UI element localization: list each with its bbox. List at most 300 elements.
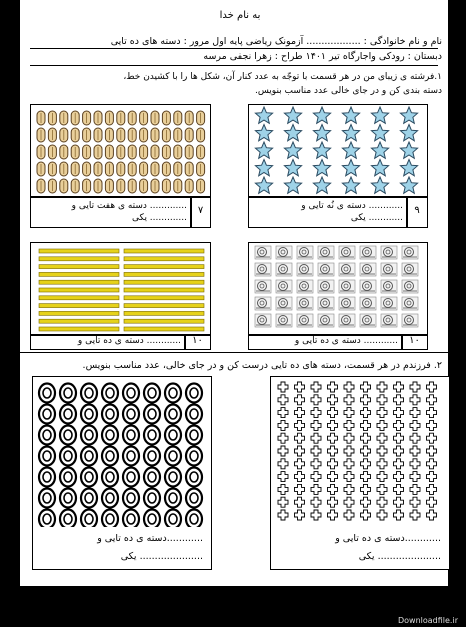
coin-icon [197, 162, 205, 176]
cross-icon [278, 395, 288, 405]
coin-icon [185, 111, 193, 125]
cross-icon [344, 433, 354, 443]
cross-icon [410, 446, 420, 456]
cross-icon [311, 510, 321, 520]
coin-icon [71, 111, 79, 125]
star-icon [255, 125, 272, 141]
ring-icon [81, 510, 97, 528]
cross-icon [311, 484, 321, 494]
rings-grid [33, 377, 211, 527]
snail-icon [360, 263, 376, 276]
cross-icon [328, 433, 338, 443]
cross-icon [410, 408, 420, 418]
ring-icon [102, 489, 118, 508]
snail-icon [360, 314, 376, 327]
coin-icon [151, 111, 159, 125]
coin-icon [151, 162, 159, 176]
coin-icon [105, 179, 113, 193]
ring-icon [123, 468, 139, 487]
crosses-answer-line-2[interactable]: ..................... یکی [358, 551, 441, 562]
ring-icon [123, 384, 139, 403]
star-icon [313, 142, 330, 158]
cross-icon [278, 408, 288, 418]
star-icon [255, 142, 272, 158]
bar-icon [39, 304, 119, 308]
cross-icon [394, 446, 404, 456]
cross-icon [328, 395, 338, 405]
coin-icon [128, 111, 136, 125]
snail-icon [381, 263, 397, 276]
cross-icon [278, 472, 288, 482]
cross-icon [394, 459, 404, 469]
bar-icon [124, 304, 204, 308]
coin-icon [174, 179, 182, 193]
snail-icon [276, 280, 292, 293]
snail-icon [360, 246, 376, 259]
coin-icon [105, 111, 113, 125]
coins-panel [30, 104, 211, 198]
crosses-answer-line-1[interactable]: ............دسته ی ده تایی و [335, 533, 441, 544]
coin-icon [60, 179, 68, 193]
ring-icon [186, 405, 202, 424]
cross-icon [361, 433, 371, 443]
cross-icon [311, 408, 321, 418]
coin-icon [162, 128, 170, 142]
ring-icon [102, 510, 118, 528]
snail-icon [318, 314, 334, 327]
ring-icon [81, 447, 97, 466]
coin-icon [105, 128, 113, 142]
coins-grid [31, 105, 210, 197]
coin-icon [71, 128, 79, 142]
snail-icon [255, 297, 271, 310]
cross-icon [410, 420, 420, 430]
snail-icon [381, 280, 397, 293]
snail-icon [339, 314, 355, 327]
snail-icon [255, 280, 271, 293]
cross-icon [278, 420, 288, 430]
cross-icon [427, 446, 437, 456]
snails-answer-box [248, 334, 403, 350]
ring-icon [81, 489, 97, 508]
cross-icon [361, 472, 371, 482]
ring-icon [144, 405, 160, 424]
coins-number-box [190, 196, 211, 228]
coin-icon [94, 179, 102, 193]
coin-icon [128, 162, 136, 176]
cross-icon [295, 472, 305, 482]
cross-icon [361, 408, 371, 418]
ring-icon [186, 510, 202, 528]
ring-icon [39, 489, 55, 508]
snails-answer-line-1[interactable]: ............ دسته ی ده تایی و [294, 336, 398, 346]
cross-icon [377, 408, 387, 418]
star-icon [371, 177, 388, 193]
cross-icon [311, 459, 321, 469]
star-icon [371, 125, 388, 141]
star-icon [400, 107, 417, 123]
bar-icon [124, 327, 204, 331]
ring-icon [165, 426, 181, 445]
stars-answer-box [248, 196, 408, 228]
cross-icon [328, 420, 338, 430]
coin-icon [174, 111, 182, 125]
coins-group-number: ۷ [197, 205, 204, 216]
snail-icon [297, 263, 313, 276]
q2-instruction: ۲. فرزندم در هر قسمت، دسته های ده تایی درست کن و در جای خالی، عدد مناسب بنویس. [82, 360, 442, 371]
snail-icon [318, 280, 334, 293]
cross-icon [410, 484, 420, 494]
snail-icon [318, 263, 334, 276]
ring-icon [123, 426, 139, 445]
coin-icon [37, 111, 45, 125]
ring-icon [102, 426, 118, 445]
ring-icon [39, 447, 55, 466]
star-icon [284, 142, 301, 158]
snail-icon [402, 314, 418, 327]
cross-icon [311, 446, 321, 456]
ring-icon [39, 426, 55, 445]
cross-icon [278, 433, 288, 443]
star-icon [400, 125, 417, 141]
ring-icon [165, 384, 181, 403]
q1-instruction-1: ۱.فرشته ی زیبای من در هر قسمت با توجّه به عدد کنار آن، شکل ها را با کشیدن خط، [123, 72, 442, 82]
coin-icon [94, 145, 102, 159]
cross-icon [394, 408, 404, 418]
bars-answer-box [30, 334, 186, 350]
cross-icon [427, 433, 437, 443]
ring-icon [123, 405, 139, 424]
coin-icon [128, 145, 136, 159]
coins-answer-line-1[interactable]: ............. دسته ی هفت تایی و [71, 201, 187, 211]
coin-icon [83, 111, 91, 125]
cross-icon [295, 446, 305, 456]
ring-icon [144, 447, 160, 466]
cross-icon [427, 497, 437, 507]
rings-answer-line-1[interactable]: ............دسته ی ده تایی و [97, 533, 203, 544]
snail-icon [276, 263, 292, 276]
cross-icon [278, 484, 288, 494]
coin-icon [185, 128, 193, 142]
ring-icon [165, 468, 181, 487]
cross-icon [410, 497, 420, 507]
ring-icon [39, 384, 55, 403]
coin-icon [37, 162, 45, 176]
rings-answer-line-2[interactable]: ..................... یکی [120, 551, 203, 562]
star-icon [371, 107, 388, 123]
coin-icon [117, 145, 125, 159]
bars-grid [31, 243, 210, 335]
cross-icon [311, 420, 321, 430]
coin-icon [37, 179, 45, 193]
crosses-grid [271, 377, 449, 527]
star-icon [284, 107, 301, 123]
ring-icon [102, 468, 118, 487]
q1-instruction-2: دسته بندی کن و در جای خالی عدد مناسب بنویس. [254, 86, 442, 96]
ring-icon [60, 384, 76, 403]
cross-icon [295, 382, 305, 392]
stars-panel [248, 104, 428, 198]
cross-icon [394, 497, 404, 507]
star-icon [313, 177, 330, 193]
coin-icon [197, 128, 205, 142]
cross-icon [278, 382, 288, 392]
ring-icon [60, 447, 76, 466]
coins-answer-box [30, 196, 192, 228]
cross-icon [377, 446, 387, 456]
cross-icon [377, 484, 387, 494]
cross-icon [394, 382, 404, 392]
coin-icon [162, 162, 170, 176]
cross-icon [344, 408, 354, 418]
cross-icon [311, 472, 321, 482]
coin-icon [162, 111, 170, 125]
stars-group-number: ۹ [414, 205, 420, 216]
star-icon [400, 160, 417, 176]
cross-icon [295, 420, 305, 430]
header-divider [30, 48, 438, 49]
bar-icon [39, 272, 119, 276]
cross-icon [361, 420, 371, 430]
cross-icon [295, 497, 305, 507]
cross-icon [344, 510, 354, 520]
rings-panel [32, 376, 212, 570]
cross-icon [394, 472, 404, 482]
name-line: نام و نام خانوادگی : .................. آزمونک ریاضی پایه اول مرور : دسته های ده تایی [110, 36, 442, 47]
bars-panel [30, 242, 211, 336]
stars-number-box [406, 196, 428, 228]
ring-icon [39, 510, 55, 528]
cross-icon [427, 459, 437, 469]
coin-icon [185, 162, 193, 176]
ring-icon [144, 489, 160, 508]
snails-grid [249, 243, 427, 335]
cross-icon [295, 510, 305, 520]
star-icon [313, 160, 330, 176]
bar-icon [39, 296, 119, 300]
stars-answer-line-1[interactable]: ............ دسته ی نُه تایی و [301, 201, 403, 211]
bar-icon [124, 280, 204, 284]
ring-icon [186, 447, 202, 466]
cross-icon [295, 459, 305, 469]
coins-answer-line-2[interactable]: ............. یکی [131, 213, 187, 223]
cross-icon [410, 459, 420, 469]
stars-grid [249, 105, 427, 197]
cross-icon [295, 408, 305, 418]
star-icon [284, 177, 301, 193]
star-icon [342, 125, 359, 141]
cross-icon [295, 484, 305, 494]
ring-icon [60, 426, 76, 445]
cross-icon [427, 510, 437, 520]
ring-icon [123, 510, 139, 528]
cross-icon [361, 459, 371, 469]
snail-icon [402, 297, 418, 310]
coin-icon [105, 162, 113, 176]
cross-icon [361, 395, 371, 405]
star-icon [284, 160, 301, 176]
ring-icon [102, 384, 118, 403]
coin-icon [48, 145, 56, 159]
cross-icon [278, 497, 288, 507]
bar-icon [39, 249, 119, 253]
coin-icon [117, 162, 125, 176]
ring-icon [60, 405, 76, 424]
coin-icon [60, 111, 68, 125]
ring-icon [81, 384, 97, 403]
bar-icon [124, 257, 204, 261]
snail-icon [255, 263, 271, 276]
cross-icon [328, 497, 338, 507]
coin-icon [140, 128, 148, 142]
coin-icon [140, 162, 148, 176]
snail-icon [297, 280, 313, 293]
bars-group-number: ۱۰ [192, 335, 203, 346]
coin-icon [151, 179, 159, 193]
bar-icon [124, 272, 204, 276]
snail-icon [276, 297, 292, 310]
ring-icon [102, 447, 118, 466]
snail-icon [339, 297, 355, 310]
cross-icon [394, 395, 404, 405]
cross-icon [394, 484, 404, 494]
ring-icon [123, 447, 139, 466]
snail-icon [339, 246, 355, 259]
cross-icon [344, 395, 354, 405]
coin-icon [128, 179, 136, 193]
coin-icon [48, 179, 56, 193]
coin-icon [94, 111, 102, 125]
snails-number-box [401, 334, 428, 350]
snail-icon [381, 314, 397, 327]
cross-icon [328, 484, 338, 494]
coin-icon [162, 145, 170, 159]
coin-icon [151, 145, 159, 159]
cross-icon [361, 510, 371, 520]
cross-icon [361, 497, 371, 507]
ring-icon [144, 384, 160, 403]
coin-icon [140, 179, 148, 193]
coin-icon [185, 145, 193, 159]
cross-icon [361, 484, 371, 494]
cross-icon [311, 433, 321, 443]
star-icon [342, 142, 359, 158]
coin-icon [197, 111, 205, 125]
ring-icon [102, 405, 118, 424]
cross-icon [344, 382, 354, 392]
cross-icon [328, 459, 338, 469]
coin-icon [128, 128, 136, 142]
bar-icon [39, 257, 119, 261]
ring-icon [144, 468, 160, 487]
ring-icon [186, 489, 202, 508]
snail-icon [318, 297, 334, 310]
snail-icon [297, 246, 313, 259]
cross-icon [394, 433, 404, 443]
cross-icon [427, 420, 437, 430]
ring-icon [81, 468, 97, 487]
snail-icon [255, 246, 271, 259]
crosses-panel [270, 376, 450, 570]
coin-icon [60, 145, 68, 159]
star-icon [313, 107, 330, 123]
coin-icon [117, 179, 125, 193]
cross-icon [377, 497, 387, 507]
coin-icon [37, 128, 45, 142]
bar-icon [39, 288, 119, 292]
cross-icon [344, 497, 354, 507]
coin-icon [48, 128, 56, 142]
coin-icon [197, 145, 205, 159]
bar-icon [39, 311, 119, 315]
worksheet-page [20, 0, 448, 586]
snail-icon [255, 314, 271, 327]
ring-icon [81, 426, 97, 445]
snail-icon [339, 280, 355, 293]
coin-icon [60, 128, 68, 142]
cross-icon [410, 433, 420, 443]
cross-icon [311, 497, 321, 507]
coin-icon [94, 162, 102, 176]
stars-answer-line-2[interactable]: ............ یکی [350, 213, 403, 223]
snail-icon [381, 297, 397, 310]
watermark: Downloadfile.ir [397, 616, 458, 625]
cross-icon [377, 420, 387, 430]
cross-icon [278, 510, 288, 520]
cross-icon [328, 382, 338, 392]
coin-icon [197, 179, 205, 193]
snail-icon [381, 246, 397, 259]
bar-icon [39, 280, 119, 284]
basmala: به نام خدا [219, 10, 261, 21]
star-icon [255, 107, 272, 123]
cross-icon [344, 420, 354, 430]
star-icon [371, 160, 388, 176]
cross-icon [278, 459, 288, 469]
star-icon [255, 177, 272, 193]
bars-number-box [184, 334, 211, 350]
bars-answer-line-1[interactable]: ............ دسته ی ده تایی و [77, 336, 181, 346]
cross-icon [427, 484, 437, 494]
star-icon [255, 160, 272, 176]
ring-icon [81, 405, 97, 424]
cross-icon [295, 395, 305, 405]
ring-icon [39, 468, 55, 487]
star-icon [284, 125, 301, 141]
coin-icon [174, 145, 182, 159]
cross-icon [427, 382, 437, 392]
bar-icon [124, 319, 204, 323]
snail-icon [318, 246, 334, 259]
ring-icon [60, 489, 76, 508]
snail-icon [339, 263, 355, 276]
cross-icon [410, 472, 420, 482]
snails-group-number: ۱۰ [409, 335, 420, 346]
cross-icon [344, 459, 354, 469]
cross-icon [394, 510, 404, 520]
bar-icon [39, 327, 119, 331]
snail-icon [276, 314, 292, 327]
coin-icon [48, 162, 56, 176]
ring-icon [186, 426, 202, 445]
coin-icon [151, 128, 159, 142]
cross-icon [427, 408, 437, 418]
ring-icon [186, 468, 202, 487]
snail-icon [360, 297, 376, 310]
coin-icon [71, 145, 79, 159]
cross-icon [427, 472, 437, 482]
cross-icon [344, 484, 354, 494]
